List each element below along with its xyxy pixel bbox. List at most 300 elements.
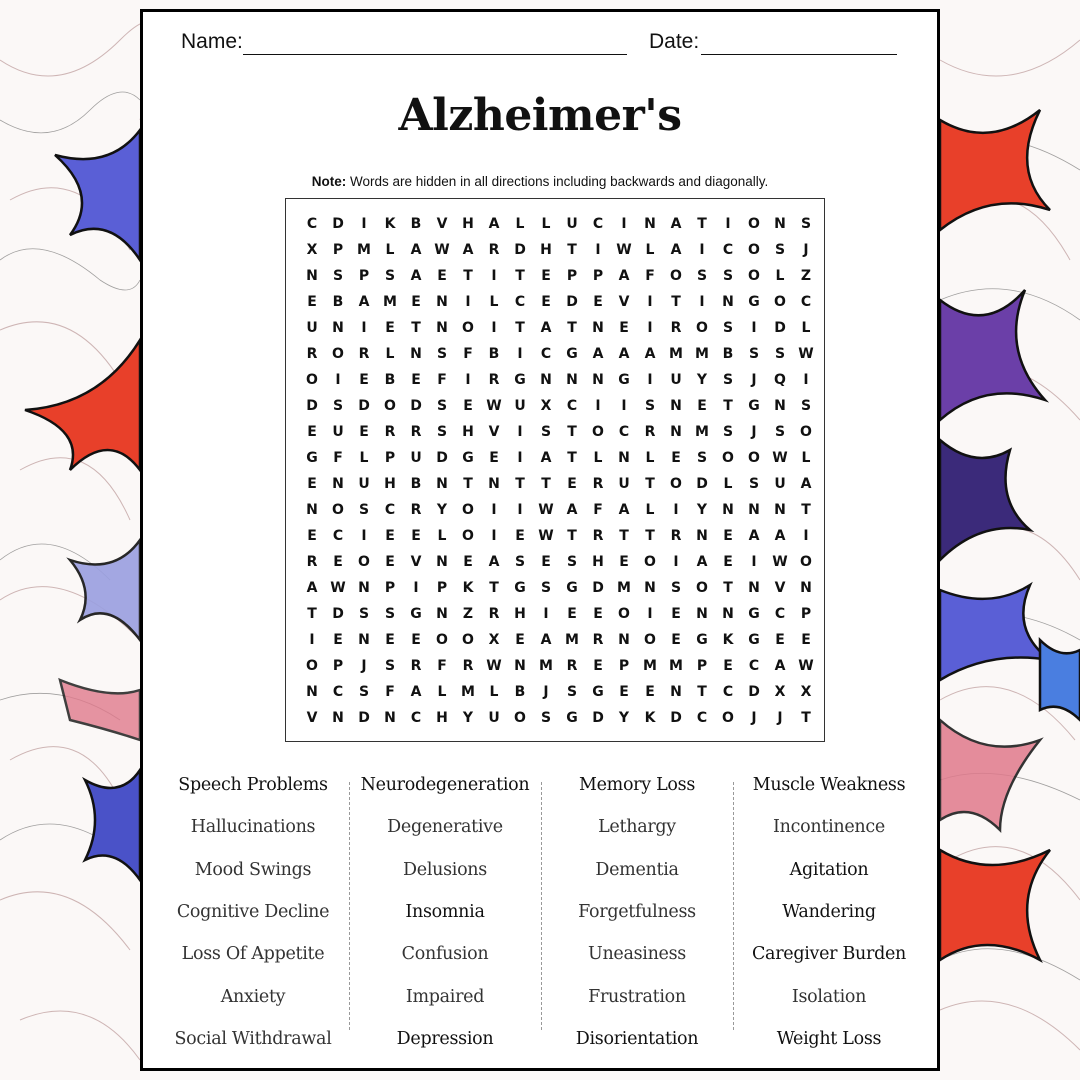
grid-letter[interactable]: U xyxy=(332,424,344,440)
grid-letter[interactable]: M xyxy=(669,658,683,674)
grid-letter[interactable]: I xyxy=(803,372,809,388)
grid-letter[interactable]: I xyxy=(491,502,497,518)
grid-letter[interactable]: T xyxy=(567,424,577,440)
grid-letter[interactable]: E xyxy=(671,606,681,622)
grid-letter[interactable]: C xyxy=(410,710,422,726)
grid-letter[interactable]: O xyxy=(644,554,656,570)
grid-letter[interactable]: A xyxy=(696,554,708,570)
grid-letter[interactable]: A xyxy=(358,294,370,310)
grid-letter[interactable]: V xyxy=(488,424,500,440)
grid-letter[interactable]: V xyxy=(436,216,448,232)
grid-letter[interactable]: K xyxy=(644,710,656,726)
grid-letter[interactable]: S xyxy=(514,554,526,570)
grid-letter[interactable]: L xyxy=(541,216,551,232)
grid-letter[interactable]: L xyxy=(437,528,447,544)
grid-letter[interactable]: N xyxy=(306,684,318,700)
grid-letter[interactable]: I xyxy=(465,294,471,310)
grid-letter[interactable]: S xyxy=(540,424,552,440)
grid-letter[interactable]: X xyxy=(774,684,786,700)
grid-letter[interactable]: L xyxy=(385,346,395,362)
grid-letter[interactable]: A xyxy=(306,580,318,596)
grid-letter[interactable]: L xyxy=(723,476,733,492)
grid-letter[interactable]: L xyxy=(515,216,525,232)
grid-letter[interactable]: T xyxy=(645,476,655,492)
grid-letter[interactable]: O xyxy=(462,528,474,544)
grid-letter[interactable]: O xyxy=(696,320,708,336)
grid-letter[interactable]: B xyxy=(410,476,422,492)
grid-letter[interactable]: A xyxy=(566,502,578,518)
grid-letter[interactable]: R xyxy=(462,658,474,674)
grid-letter[interactable]: V xyxy=(306,710,318,726)
grid-letter[interactable]: E xyxy=(593,658,603,674)
grid-letter[interactable]: N xyxy=(800,580,812,596)
grid-letter[interactable]: N xyxy=(384,710,396,726)
grid-letter[interactable]: B xyxy=(488,346,500,362)
grid-letter[interactable]: T xyxy=(307,606,317,622)
grid-letter[interactable]: E xyxy=(489,450,499,466)
grid-letter[interactable]: E xyxy=(307,528,317,544)
grid-letter[interactable]: A xyxy=(462,242,474,258)
grid-letter[interactable]: G xyxy=(514,580,526,596)
grid-letter[interactable]: D xyxy=(332,216,344,232)
grid-letter[interactable]: O xyxy=(436,632,448,648)
grid-letter[interactable]: G xyxy=(618,372,630,388)
grid-letter[interactable]: E xyxy=(775,632,785,648)
grid-letter[interactable]: E xyxy=(515,632,525,648)
grid-letter[interactable]: M xyxy=(357,242,371,258)
grid-letter[interactable]: M xyxy=(383,294,397,310)
grid-letter[interactable]: N xyxy=(774,398,786,414)
grid-letter[interactable]: E xyxy=(385,632,395,648)
grid-letter[interactable]: N xyxy=(436,476,448,492)
grid-letter[interactable]: N xyxy=(618,450,630,466)
grid-letter[interactable]: I xyxy=(647,320,653,336)
grid-letter[interactable]: S xyxy=(748,346,760,362)
grid-letter[interactable]: N xyxy=(696,528,708,544)
grid-letter[interactable]: D xyxy=(332,606,344,622)
grid-letter[interactable]: I xyxy=(361,528,367,544)
grid-letter[interactable]: Z xyxy=(462,606,474,622)
grid-letter[interactable]: R xyxy=(410,502,422,518)
grid-letter[interactable]: A xyxy=(618,502,630,518)
grid-letter[interactable]: O xyxy=(358,554,370,570)
grid-letter[interactable]: W xyxy=(616,242,632,258)
grid-letter[interactable]: E xyxy=(385,554,395,570)
grid-letter[interactable]: M xyxy=(695,424,709,440)
grid-letter[interactable]: D xyxy=(410,398,422,414)
grid-letter[interactable]: K xyxy=(462,580,474,596)
grid-letter[interactable]: P xyxy=(384,580,396,596)
grid-letter[interactable]: D xyxy=(696,476,708,492)
grid-letter[interactable]: R xyxy=(384,424,396,440)
grid-letter[interactable]: I xyxy=(673,554,679,570)
grid-letter[interactable]: A xyxy=(618,346,630,362)
grid-letter[interactable]: A xyxy=(540,450,552,466)
grid-letter[interactable]: T xyxy=(801,502,811,518)
grid-letter[interactable]: N xyxy=(332,476,344,492)
grid-letter[interactable]: J xyxy=(361,658,367,674)
grid-letter[interactable]: C xyxy=(774,606,786,622)
grid-letter[interactable]: N xyxy=(306,268,318,284)
grid-letter[interactable]: S xyxy=(436,346,448,362)
grid-letter[interactable]: O xyxy=(384,398,396,414)
grid-letter[interactable]: G xyxy=(566,346,578,362)
grid-letter[interactable]: I xyxy=(413,580,419,596)
grid-letter[interactable]: S xyxy=(436,424,448,440)
grid-letter[interactable]: E xyxy=(333,554,343,570)
grid-letter[interactable]: S xyxy=(540,580,552,596)
grid-letter[interactable]: N xyxy=(670,398,682,414)
grid-letter[interactable]: E xyxy=(541,268,551,284)
grid-letter[interactable]: S xyxy=(566,684,578,700)
grid-letter[interactable]: X xyxy=(540,398,552,414)
grid-letter[interactable]: I xyxy=(751,554,757,570)
grid-letter[interactable]: L xyxy=(359,450,369,466)
grid-letter[interactable]: C xyxy=(384,502,396,518)
grid-letter[interactable]: D xyxy=(592,710,604,726)
grid-letter[interactable]: U xyxy=(670,372,682,388)
grid-letter[interactable]: R xyxy=(306,554,318,570)
grid-letter[interactable]: O xyxy=(696,580,708,596)
grid-letter[interactable]: L xyxy=(437,684,447,700)
grid-letter[interactable]: E xyxy=(411,528,421,544)
grid-letter[interactable]: B xyxy=(514,684,526,700)
grid-letter[interactable]: L xyxy=(801,320,811,336)
grid-letter[interactable]: P xyxy=(696,658,708,674)
grid-letter[interactable]: T xyxy=(463,476,473,492)
grid-letter[interactable]: M xyxy=(461,684,475,700)
grid-letter[interactable]: C xyxy=(540,346,552,362)
grid-letter[interactable]: A xyxy=(670,216,682,232)
grid-letter[interactable]: S xyxy=(436,398,448,414)
grid-letter[interactable]: O xyxy=(514,710,526,726)
grid-letter[interactable]: T xyxy=(697,216,707,232)
grid-letter[interactable]: L xyxy=(593,450,603,466)
grid-letter[interactable]: E xyxy=(333,632,343,648)
grid-letter[interactable]: L xyxy=(489,684,499,700)
grid-letter[interactable]: S xyxy=(384,268,396,284)
grid-letter[interactable]: R xyxy=(358,346,370,362)
grid-letter[interactable]: T xyxy=(489,580,499,596)
grid-letter[interactable]: D xyxy=(774,320,786,336)
grid-letter[interactable]: I xyxy=(647,606,653,622)
grid-letter[interactable]: I xyxy=(361,320,367,336)
grid-letter[interactable]: N xyxy=(722,606,734,622)
grid-letter[interactable]: J xyxy=(751,710,757,726)
grid-letter[interactable]: P xyxy=(800,606,812,622)
grid-letter[interactable]: L xyxy=(645,502,655,518)
grid-letter[interactable]: H xyxy=(462,216,474,232)
grid-letter[interactable]: E xyxy=(359,424,369,440)
grid-letter[interactable]: F xyxy=(645,268,655,284)
grid-letter[interactable]: T xyxy=(801,710,811,726)
grid-letter[interactable]: O xyxy=(800,554,812,570)
grid-letter[interactable]: B xyxy=(410,216,422,232)
grid-letter[interactable]: E xyxy=(723,528,733,544)
grid-letter[interactable]: O xyxy=(306,658,318,674)
grid-letter[interactable]: D xyxy=(748,684,760,700)
grid-letter[interactable]: R xyxy=(410,658,422,674)
grid-letter[interactable]: F xyxy=(593,502,603,518)
name-field-line[interactable] xyxy=(243,54,627,55)
grid-letter[interactable]: S xyxy=(722,268,734,284)
grid-letter[interactable]: I xyxy=(725,216,731,232)
grid-letter[interactable]: N xyxy=(774,216,786,232)
grid-letter[interactable]: A xyxy=(410,268,422,284)
grid-letter[interactable]: N xyxy=(670,684,682,700)
grid-letter[interactable]: I xyxy=(335,372,341,388)
grid-letter[interactable]: N xyxy=(488,476,500,492)
grid-letter[interactable]: S xyxy=(722,372,734,388)
grid-letter[interactable]: N xyxy=(644,216,656,232)
grid-letter[interactable]: E xyxy=(567,606,577,622)
grid-letter[interactable]: L xyxy=(645,242,655,258)
grid-letter[interactable]: E xyxy=(671,450,681,466)
grid-letter[interactable]: E xyxy=(593,294,603,310)
grid-letter[interactable]: W xyxy=(434,242,450,258)
grid-letter[interactable]: S xyxy=(696,450,708,466)
grid-letter[interactable]: T xyxy=(697,684,707,700)
grid-letter[interactable]: L xyxy=(489,294,499,310)
grid-letter[interactable]: V xyxy=(774,580,786,596)
grid-letter[interactable]: E xyxy=(723,554,733,570)
grid-letter[interactable]: E xyxy=(671,632,681,648)
grid-letter[interactable]: R xyxy=(488,372,500,388)
grid-letter[interactable]: W xyxy=(538,528,554,544)
grid-letter[interactable]: L xyxy=(645,450,655,466)
grid-letter[interactable]: I xyxy=(361,216,367,232)
grid-letter[interactable]: A xyxy=(800,476,812,492)
grid-letter[interactable]: E xyxy=(385,320,395,336)
grid-letter[interactable]: R xyxy=(488,242,500,258)
grid-letter[interactable]: O xyxy=(670,476,682,492)
grid-letter[interactable]: N xyxy=(748,580,760,596)
grid-letter[interactable]: A xyxy=(618,268,630,284)
grid-letter[interactable]: Y xyxy=(696,502,708,518)
grid-letter[interactable]: T xyxy=(463,268,473,284)
grid-letter[interactable]: H xyxy=(592,554,604,570)
grid-letter[interactable]: D xyxy=(670,710,682,726)
grid-letter[interactable]: S xyxy=(384,658,396,674)
grid-letter[interactable]: D xyxy=(436,450,448,466)
grid-letter[interactable]: A xyxy=(774,528,786,544)
grid-letter[interactable]: A xyxy=(488,554,500,570)
grid-letter[interactable]: A xyxy=(748,528,760,544)
grid-letter[interactable]: W xyxy=(798,658,814,674)
grid-letter[interactable]: T xyxy=(723,580,733,596)
grid-letter[interactable]: P xyxy=(358,268,370,284)
grid-letter[interactable]: T xyxy=(515,320,525,336)
grid-letter[interactable]: A xyxy=(488,216,500,232)
grid-letter[interactable]: C xyxy=(332,684,344,700)
grid-letter[interactable]: A xyxy=(670,242,682,258)
grid-letter[interactable]: S xyxy=(540,710,552,726)
grid-letter[interactable]: E xyxy=(411,294,421,310)
grid-letter[interactable]: S xyxy=(384,606,396,622)
grid-letter[interactable]: U xyxy=(514,398,526,414)
grid-letter[interactable]: G xyxy=(748,398,760,414)
grid-letter[interactable]: A xyxy=(410,242,422,258)
grid-letter[interactable]: E xyxy=(593,606,603,622)
grid-letter[interactable]: S xyxy=(332,268,344,284)
grid-letter[interactable]: J xyxy=(803,242,809,258)
grid-letter[interactable]: G xyxy=(514,372,526,388)
grid-letter[interactable]: C xyxy=(332,528,344,544)
grid-letter[interactable]: P xyxy=(566,268,578,284)
grid-letter[interactable]: A xyxy=(540,320,552,336)
grid-letter[interactable]: E xyxy=(541,294,551,310)
grid-letter[interactable]: N xyxy=(540,372,552,388)
grid-letter[interactable]: Y xyxy=(462,710,474,726)
grid-letter[interactable]: V xyxy=(410,554,422,570)
grid-letter[interactable]: A xyxy=(540,632,552,648)
grid-letter[interactable]: I xyxy=(465,372,471,388)
grid-letter[interactable]: J xyxy=(543,684,549,700)
grid-letter[interactable]: R xyxy=(644,424,656,440)
grid-letter[interactable]: T xyxy=(645,528,655,544)
grid-letter[interactable]: R xyxy=(670,320,682,336)
grid-letter[interactable]: F xyxy=(385,684,395,700)
grid-letter[interactable]: N xyxy=(774,502,786,518)
grid-letter[interactable]: C xyxy=(696,710,708,726)
grid-letter[interactable]: C xyxy=(514,294,526,310)
grid-letter[interactable]: O xyxy=(644,632,656,648)
grid-letter[interactable]: L xyxy=(801,450,811,466)
grid-letter[interactable]: O xyxy=(722,710,734,726)
grid-letter[interactable]: I xyxy=(803,528,809,544)
grid-letter[interactable]: R xyxy=(488,606,500,622)
grid-letter[interactable]: M xyxy=(565,632,579,648)
grid-letter[interactable]: G xyxy=(410,606,422,622)
grid-letter[interactable]: E xyxy=(359,372,369,388)
grid-letter[interactable]: B xyxy=(384,372,396,388)
grid-letter[interactable]: K xyxy=(722,632,734,648)
grid-letter[interactable]: H xyxy=(540,242,552,258)
grid-letter[interactable]: S xyxy=(722,320,734,336)
grid-letter[interactable]: M xyxy=(695,346,709,362)
grid-letter[interactable]: N xyxy=(436,320,448,336)
grid-letter[interactable]: W xyxy=(798,346,814,362)
grid-letter[interactable]: O xyxy=(332,346,344,362)
grid-letter[interactable]: O xyxy=(774,294,786,310)
grid-letter[interactable]: I xyxy=(491,320,497,336)
grid-letter[interactable]: T xyxy=(515,268,525,284)
grid-letter[interactable]: U xyxy=(618,476,630,492)
grid-letter[interactable]: I xyxy=(647,372,653,388)
grid-letter[interactable]: I xyxy=(491,528,497,544)
grid-letter[interactable]: R xyxy=(592,528,604,544)
grid-letter[interactable]: E xyxy=(723,658,733,674)
grid-letter[interactable]: Y xyxy=(696,372,708,388)
grid-letter[interactable]: S xyxy=(358,502,370,518)
grid-letter[interactable]: N xyxy=(644,580,656,596)
grid-letter[interactable]: S xyxy=(358,606,370,622)
grid-letter[interactable]: P xyxy=(332,658,344,674)
grid-letter[interactable]: S xyxy=(696,268,708,284)
grid-letter[interactable]: Q xyxy=(774,372,786,388)
grid-letter[interactable]: O xyxy=(722,450,734,466)
grid-letter[interactable]: N xyxy=(592,320,604,336)
grid-letter[interactable]: S xyxy=(722,424,734,440)
grid-letter[interactable]: N xyxy=(514,658,526,674)
grid-letter[interactable]: P xyxy=(618,658,630,674)
grid-letter[interactable]: N xyxy=(358,580,370,596)
grid-letter[interactable]: H xyxy=(436,710,448,726)
grid-letter[interactable]: M xyxy=(539,658,553,674)
grid-letter[interactable]: E xyxy=(411,372,421,388)
grid-letter[interactable]: W xyxy=(330,580,346,596)
grid-letter[interactable]: C xyxy=(722,242,734,258)
grid-letter[interactable]: X xyxy=(306,242,318,258)
grid-letter[interactable]: J xyxy=(751,372,757,388)
grid-letter[interactable]: G xyxy=(748,632,760,648)
grid-letter[interactable]: O xyxy=(462,502,474,518)
grid-letter[interactable]: S xyxy=(800,398,812,414)
grid-letter[interactable]: A xyxy=(592,346,604,362)
grid-letter[interactable]: S xyxy=(748,476,760,492)
grid-letter[interactable]: S xyxy=(774,424,786,440)
grid-letter[interactable]: L xyxy=(775,268,785,284)
grid-letter[interactable]: H xyxy=(384,476,396,492)
grid-letter[interactable]: I xyxy=(699,294,705,310)
grid-letter[interactable]: E xyxy=(619,554,629,570)
grid-letter[interactable]: T xyxy=(671,294,681,310)
grid-letter[interactable]: T xyxy=(567,242,577,258)
grid-letter[interactable]: T xyxy=(567,320,577,336)
grid-letter[interactable]: N xyxy=(436,606,448,622)
grid-letter[interactable]: V xyxy=(618,294,630,310)
grid-letter[interactable]: Y xyxy=(436,502,448,518)
grid-letter[interactable]: O xyxy=(670,268,682,284)
grid-letter[interactable]: G xyxy=(696,632,708,648)
grid-letter[interactable]: A xyxy=(644,346,656,362)
grid-letter[interactable]: E xyxy=(307,476,317,492)
grid-letter[interactable]: N xyxy=(748,502,760,518)
grid-letter[interactable]: N xyxy=(618,632,630,648)
grid-letter[interactable]: O xyxy=(748,216,760,232)
grid-letter[interactable]: E xyxy=(463,398,473,414)
grid-letter[interactable]: D xyxy=(358,710,370,726)
grid-letter[interactable]: G xyxy=(748,294,760,310)
grid-letter[interactable]: C xyxy=(748,658,760,674)
grid-letter[interactable]: N xyxy=(566,372,578,388)
grid-letter[interactable]: H xyxy=(514,606,526,622)
grid-letter[interactable]: M xyxy=(669,346,683,362)
grid-letter[interactable]: R xyxy=(592,632,604,648)
grid-letter[interactable]: Y xyxy=(618,710,630,726)
grid-letter[interactable]: O xyxy=(800,424,812,440)
grid-letter[interactable]: I xyxy=(517,346,523,362)
grid-letter[interactable]: G xyxy=(566,710,578,726)
grid-letter[interactable]: N xyxy=(722,294,734,310)
grid-letter[interactable]: R xyxy=(410,424,422,440)
grid-letter[interactable]: T xyxy=(541,476,551,492)
grid-letter[interactable]: J xyxy=(777,710,783,726)
grid-letter[interactable]: B xyxy=(332,294,344,310)
grid-letter[interactable]: O xyxy=(618,606,630,622)
date-field-line[interactable] xyxy=(701,54,897,55)
grid-letter[interactable]: X xyxy=(800,684,812,700)
grid-letter[interactable]: G xyxy=(462,450,474,466)
grid-letter[interactable]: O xyxy=(748,242,760,258)
grid-letter[interactable]: M xyxy=(617,580,631,596)
grid-letter[interactable]: W xyxy=(538,502,554,518)
grid-letter[interactable]: N xyxy=(306,502,318,518)
grid-letter[interactable]: T xyxy=(619,528,629,544)
grid-letter[interactable]: G xyxy=(566,580,578,596)
grid-letter[interactable]: N xyxy=(722,502,734,518)
grid-letter[interactable]: B xyxy=(722,346,734,362)
